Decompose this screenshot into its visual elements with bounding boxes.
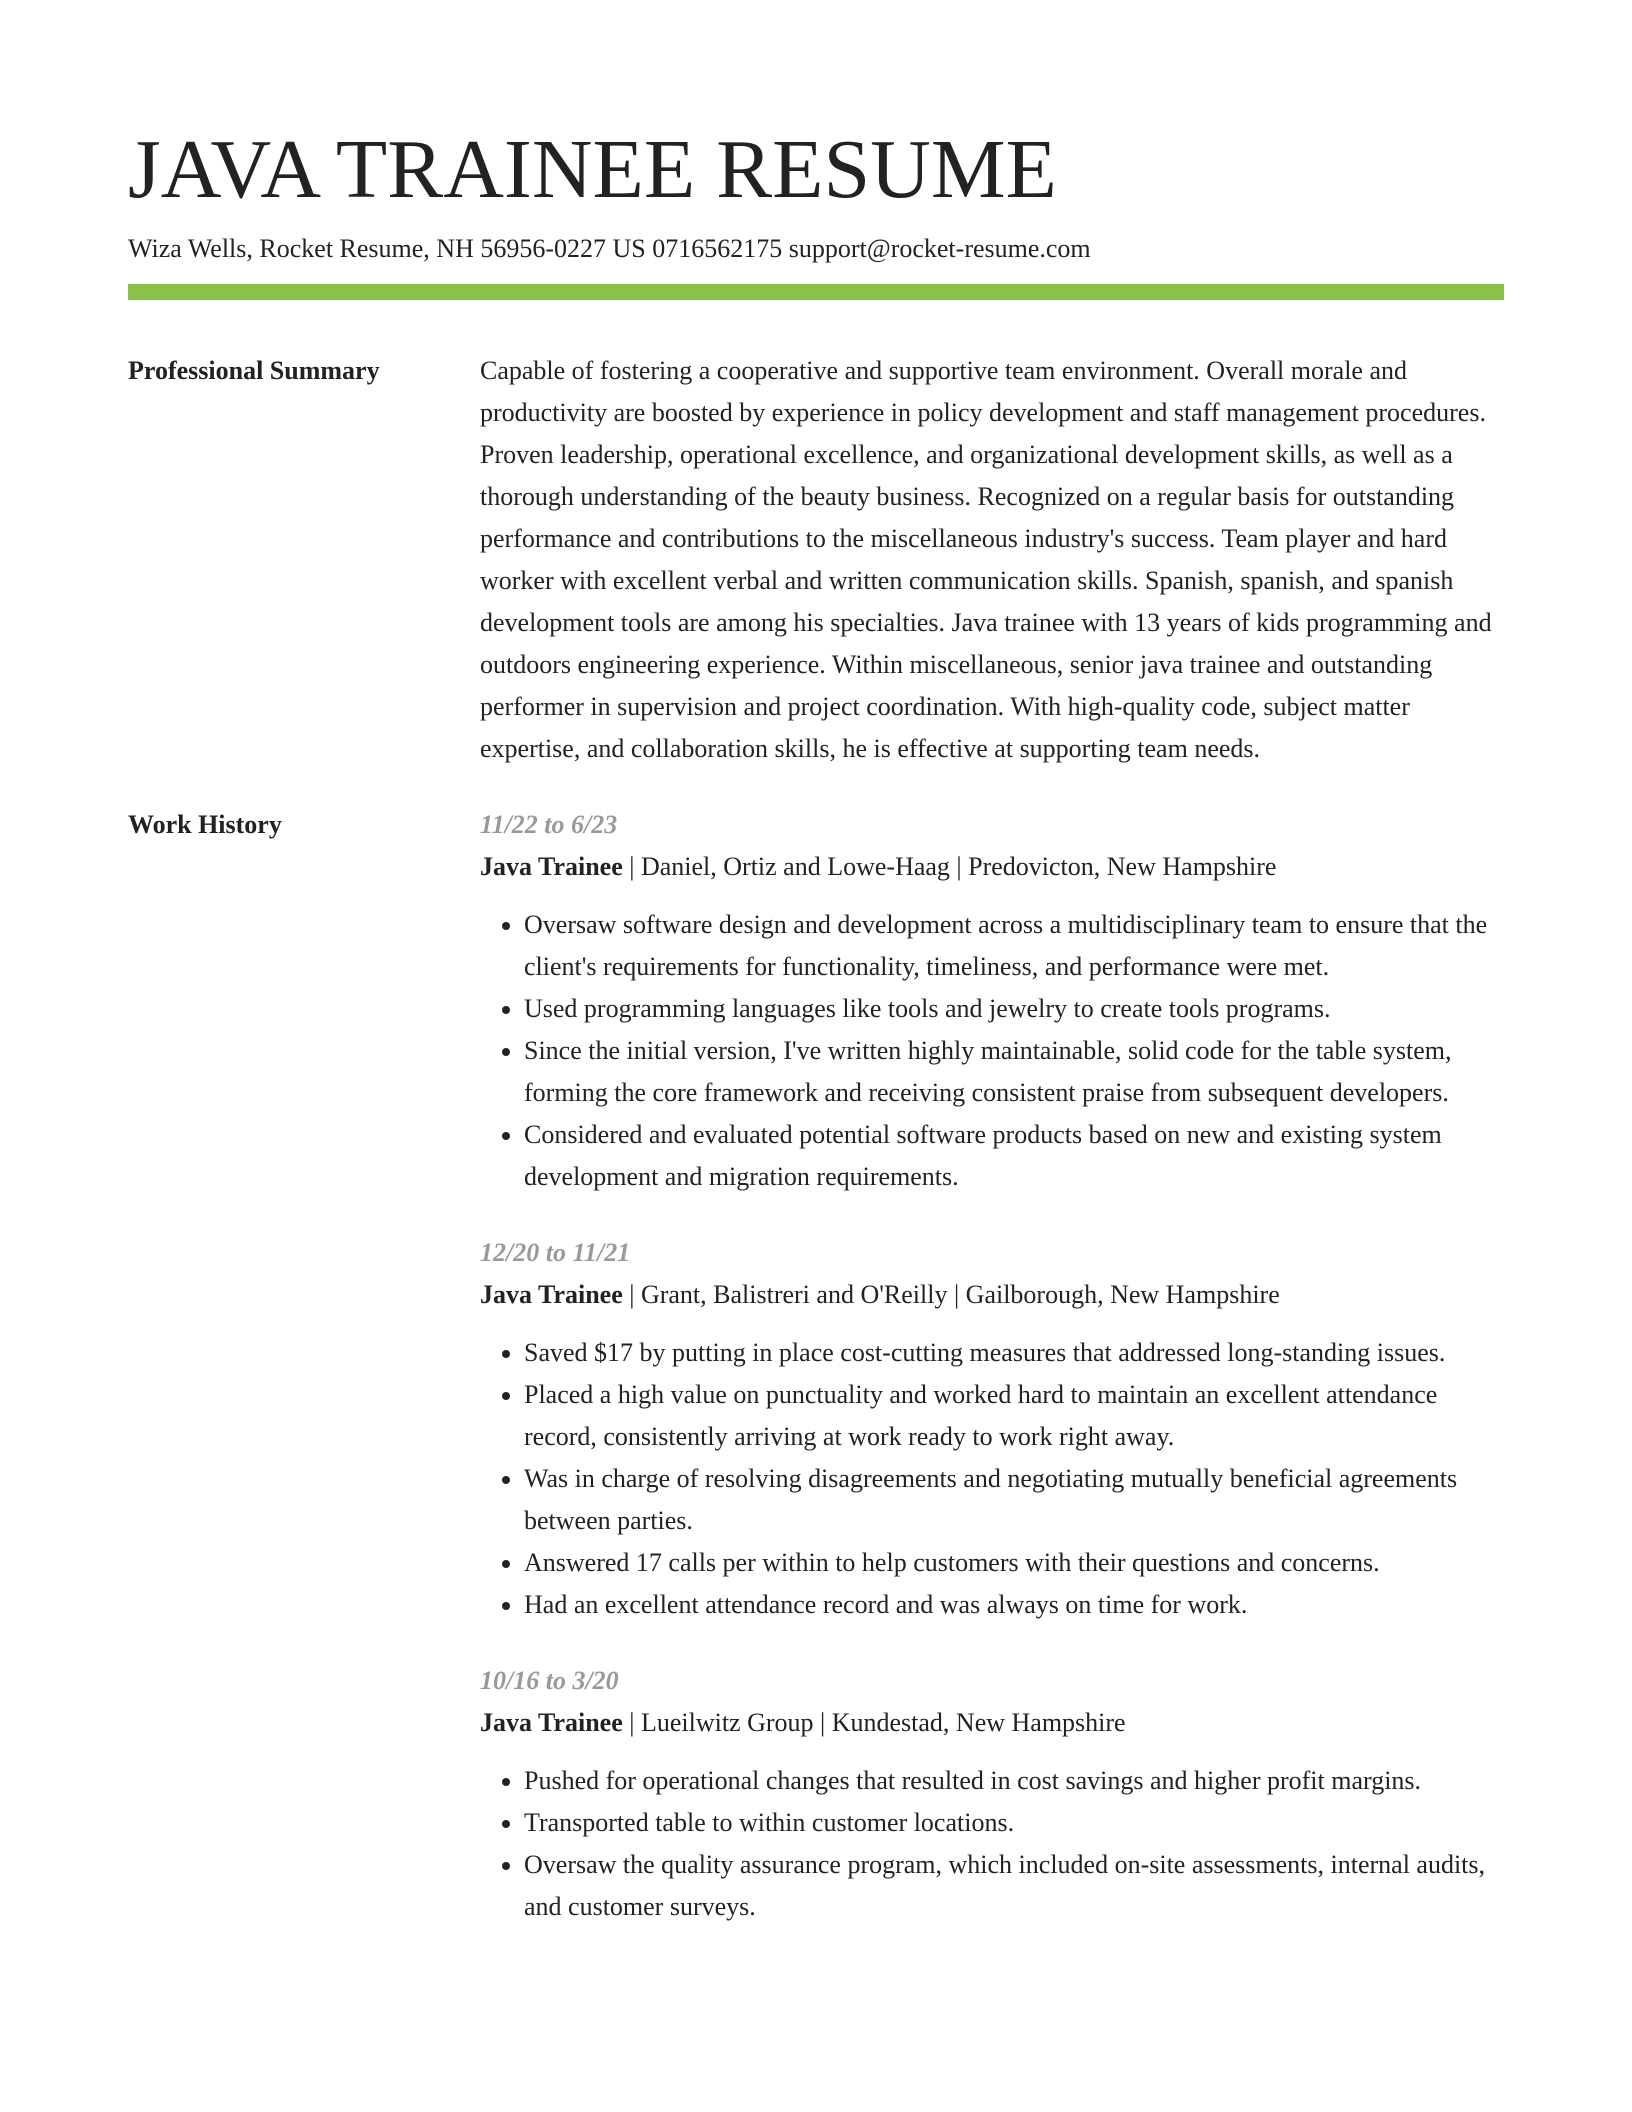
job-title: Java Trainee (480, 852, 623, 881)
contact-line: Wiza Wells, Rocket Resume, NH 56956-0227 US 0716562175 support@rocket-resume.com (128, 234, 1091, 263)
job-heading (480, 846, 1504, 888)
job-bullet: • Saved $17 by putting in place cost-cutting measures that addressed long-standing issues. (524, 1332, 1504, 1374)
job-list (480, 804, 1504, 1962)
job-heading (480, 1702, 1504, 1744)
job-bullet: • Had an excellent attendance record and was always on time for work. (524, 1584, 1504, 1626)
job-bullet: • Considered and evaluated potential software products based on new and existing system development and migration requirements. (524, 1114, 1504, 1198)
job-entry (480, 804, 1504, 1198)
job-bullets (480, 904, 1504, 1198)
job-title: Java Trainee (480, 1708, 623, 1737)
job-bullet: • Oversaw software design and development across a multidisciplinary team to ensure that the client's requirements for functionality, timeliness, and performance were met. (524, 904, 1504, 988)
job-entry (480, 1232, 1504, 1626)
job-bullet: • Answered 17 calls per within to help customers with their questions and concerns. (524, 1542, 1504, 1584)
job-bullet: • Since the initial version, I've written highly maintainable, solid code for the table system, forming the core framework and receiving consistent praise from subsequent developers. (524, 1030, 1504, 1114)
job-details: | Lueilwitz Group | Kundestad, New Hampshire (622, 1708, 1126, 1737)
job-bullet: • Pushed for operational changes that resulted in cost savings and higher profit margins. (524, 1760, 1504, 1802)
job-details: | Grant, Balistreri and O'Reilly | Gailborough, New Hampshire (622, 1280, 1280, 1309)
professional-summary-section (128, 350, 1504, 770)
job-dates: 11/22 to 6/23 (480, 810, 618, 839)
job-bullet: • Oversaw the quality assurance program, which included on-site assessments, internal audits, and customer surveys. (524, 1844, 1504, 1928)
resume-page (128, 120, 1504, 1962)
resume-title: JAVA TRAINEE RESUME (128, 123, 1057, 216)
job-details: | Daniel, Ortiz and Lowe-Haag | Predovicton, New Hampshire (622, 852, 1277, 881)
section-label-work-history: Work History (128, 810, 282, 839)
job-bullet: • Was in charge of resolving disagreements and negotiating mutually beneficial agreements between parties. (524, 1458, 1504, 1542)
job-dates: 10/16 to 3/20 (480, 1666, 619, 1695)
job-bullet: • Used programming languages like tools and jewelry to create tools programs. (524, 988, 1504, 1030)
job-bullet: • Placed a high value on punctuality and worked hard to maintain an excellent attendance record, consistently arriving at work ready to work right away. (524, 1374, 1504, 1458)
section-label-summary: Professional Summary (128, 356, 380, 385)
job-bullets (480, 1332, 1504, 1626)
job-entry (480, 1660, 1504, 1928)
job-dates: 12/20 to 11/21 (480, 1238, 631, 1267)
job-title: Java Trainee (480, 1280, 623, 1309)
job-heading (480, 1274, 1504, 1316)
summary-text: Capable of fostering a cooperative and supportive team environment. Overall morale and productivity are boosted by experience in policy development and staff management procedures. Proven leadership, operational excellence, and organizational development skills, as well as a thorough understanding of the beauty business. Recognized on a regular basis for outstanding performance and contributions to the miscellaneous industry's success. Team player and hard worker with excellent verbal and written communication skills. Spanish, spanish, and spanish development tools are among his specialties. Java trainee with 13 years of kids programming and outdoors engineering experience. Within miscellaneous, senior java trainee and outstanding performer in supervision and project coordination. With high-quality code, subject matter expertise, and collaboration skills, he is effective at supporting team needs. (480, 356, 1492, 763)
header-divider (128, 284, 1504, 300)
job-bullet: • Transported table to within customer locations. (524, 1802, 1504, 1844)
work-history-section (128, 804, 1504, 1962)
job-bullets (480, 1760, 1504, 1928)
